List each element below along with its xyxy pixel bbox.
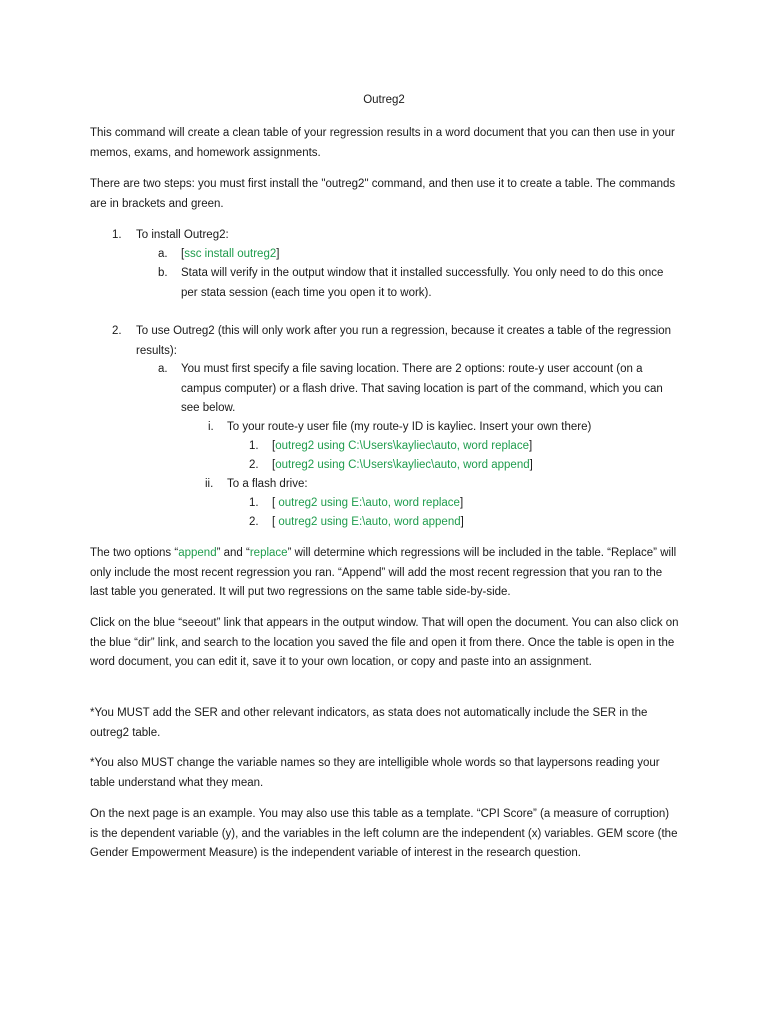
outreg2-route-append-command: outreg2 using C:\Users\kayliec\auto, word append [275,459,530,471]
step2a-text: You must first specify a file saving location. There are 2 options: route-y user account (on a campus computer) or a flash drive. That saving location is part of the command, which you can see below. [181,363,663,414]
ser-note-paragraph: *You MUST add the SER and other relevant indicators, as stata does not automatically include the SER in the outreg2 table. [90,707,648,739]
step2ii-marker: ii. [205,478,214,490]
step2i1-number: 1. [249,440,259,452]
step2ii2-number: 2. [249,516,259,528]
step1a-marker: a. [158,248,168,260]
step1b-text: Stata will verify in the output window that it installed successfully. You only need to do this once per stata session (each time you open it to work). [181,267,664,299]
page-title: Outreg2 [363,94,405,106]
step1a-command: [ssc install outreg2] [181,248,280,260]
step2-label: To use Outreg2 (this will only work after you run a regression, because it creates a table of the regression results): [136,325,672,357]
step1-label: To install Outreg2: [136,229,229,241]
step2i-marker: i. [208,421,214,433]
outreg2-route-replace-command: outreg2 using C:\Users\kayliec\auto, word replace [275,440,529,452]
steps-intro-paragraph: There are two steps: you must first install the "outreg2" command, and then use it to create a table. The commands are in brackets and green. [90,178,676,210]
example-paragraph: On the next page is an example. You may also use this table as a template. “CPI Score” (a measure of corruption) is the dependent variable (y), and the variables in the left column are the independent (x) variables. GEM score (the Gender Empowerment Measure) is the independent variable of interest in the research question. [90,808,678,859]
append-keyword: append [178,547,217,559]
step2ii1-number: 1. [249,497,259,509]
variable-names-note-paragraph: *You also MUST change the variable names so they are intelligible whole words so that laypersons reading your table understand what they mean. [90,757,660,789]
step1b-marker: b. [158,267,168,279]
options-paragraph: The two options “append” and “replace” will determine which regressions will be included in the table. “Replace” will only include the most recent regression you ran. “Append” will add the most recent regression that you ran to the last table you generated. It will put two regressions on the same table side-by-side. [90,547,677,598]
step2ii2-command: [ outreg2 using E:\auto, word append] [272,516,464,528]
step2a-marker: a. [158,363,168,375]
step2i1-command: [outreg2 using C:\Users\kayliec\auto, word replace] [272,440,533,452]
outreg2-flash-replace-command: outreg2 using E:\auto, word replace [278,497,460,509]
step2i-text: To your route-y user file (my route-y ID is kayliec. Insert your own there) [227,421,592,433]
outreg2-flash-append-command: outreg2 using E:\auto, word append [278,516,461,528]
ssc-install-command: ssc install outreg2 [184,248,277,260]
step2ii1-command: [ outreg2 using E:\auto, word replace] [272,497,464,509]
step2i2-number: 2. [249,459,259,471]
step1-number: 1. [112,229,122,241]
replace-keyword: replace [249,547,288,559]
step2i2-command: [outreg2 using C:\Users\kayliec\auto, word append] [272,459,533,471]
step2ii-text: To a flash drive: [227,478,308,490]
intro-paragraph: This command will create a clean table of your regression results in a word document that you can then use in your memos, exams, and homework assignments. [90,127,675,159]
seeout-paragraph: Click on the blue “seeout” link that appears in the output window. That will open the document. You can also click on the blue “dir” link, and search to the location you saved the file and open it from there. Once the table is open in the word document, you can edit it, save it to your own location, or copy and paste into an assignment. [90,617,679,668]
step2-number: 2. [112,325,122,337]
